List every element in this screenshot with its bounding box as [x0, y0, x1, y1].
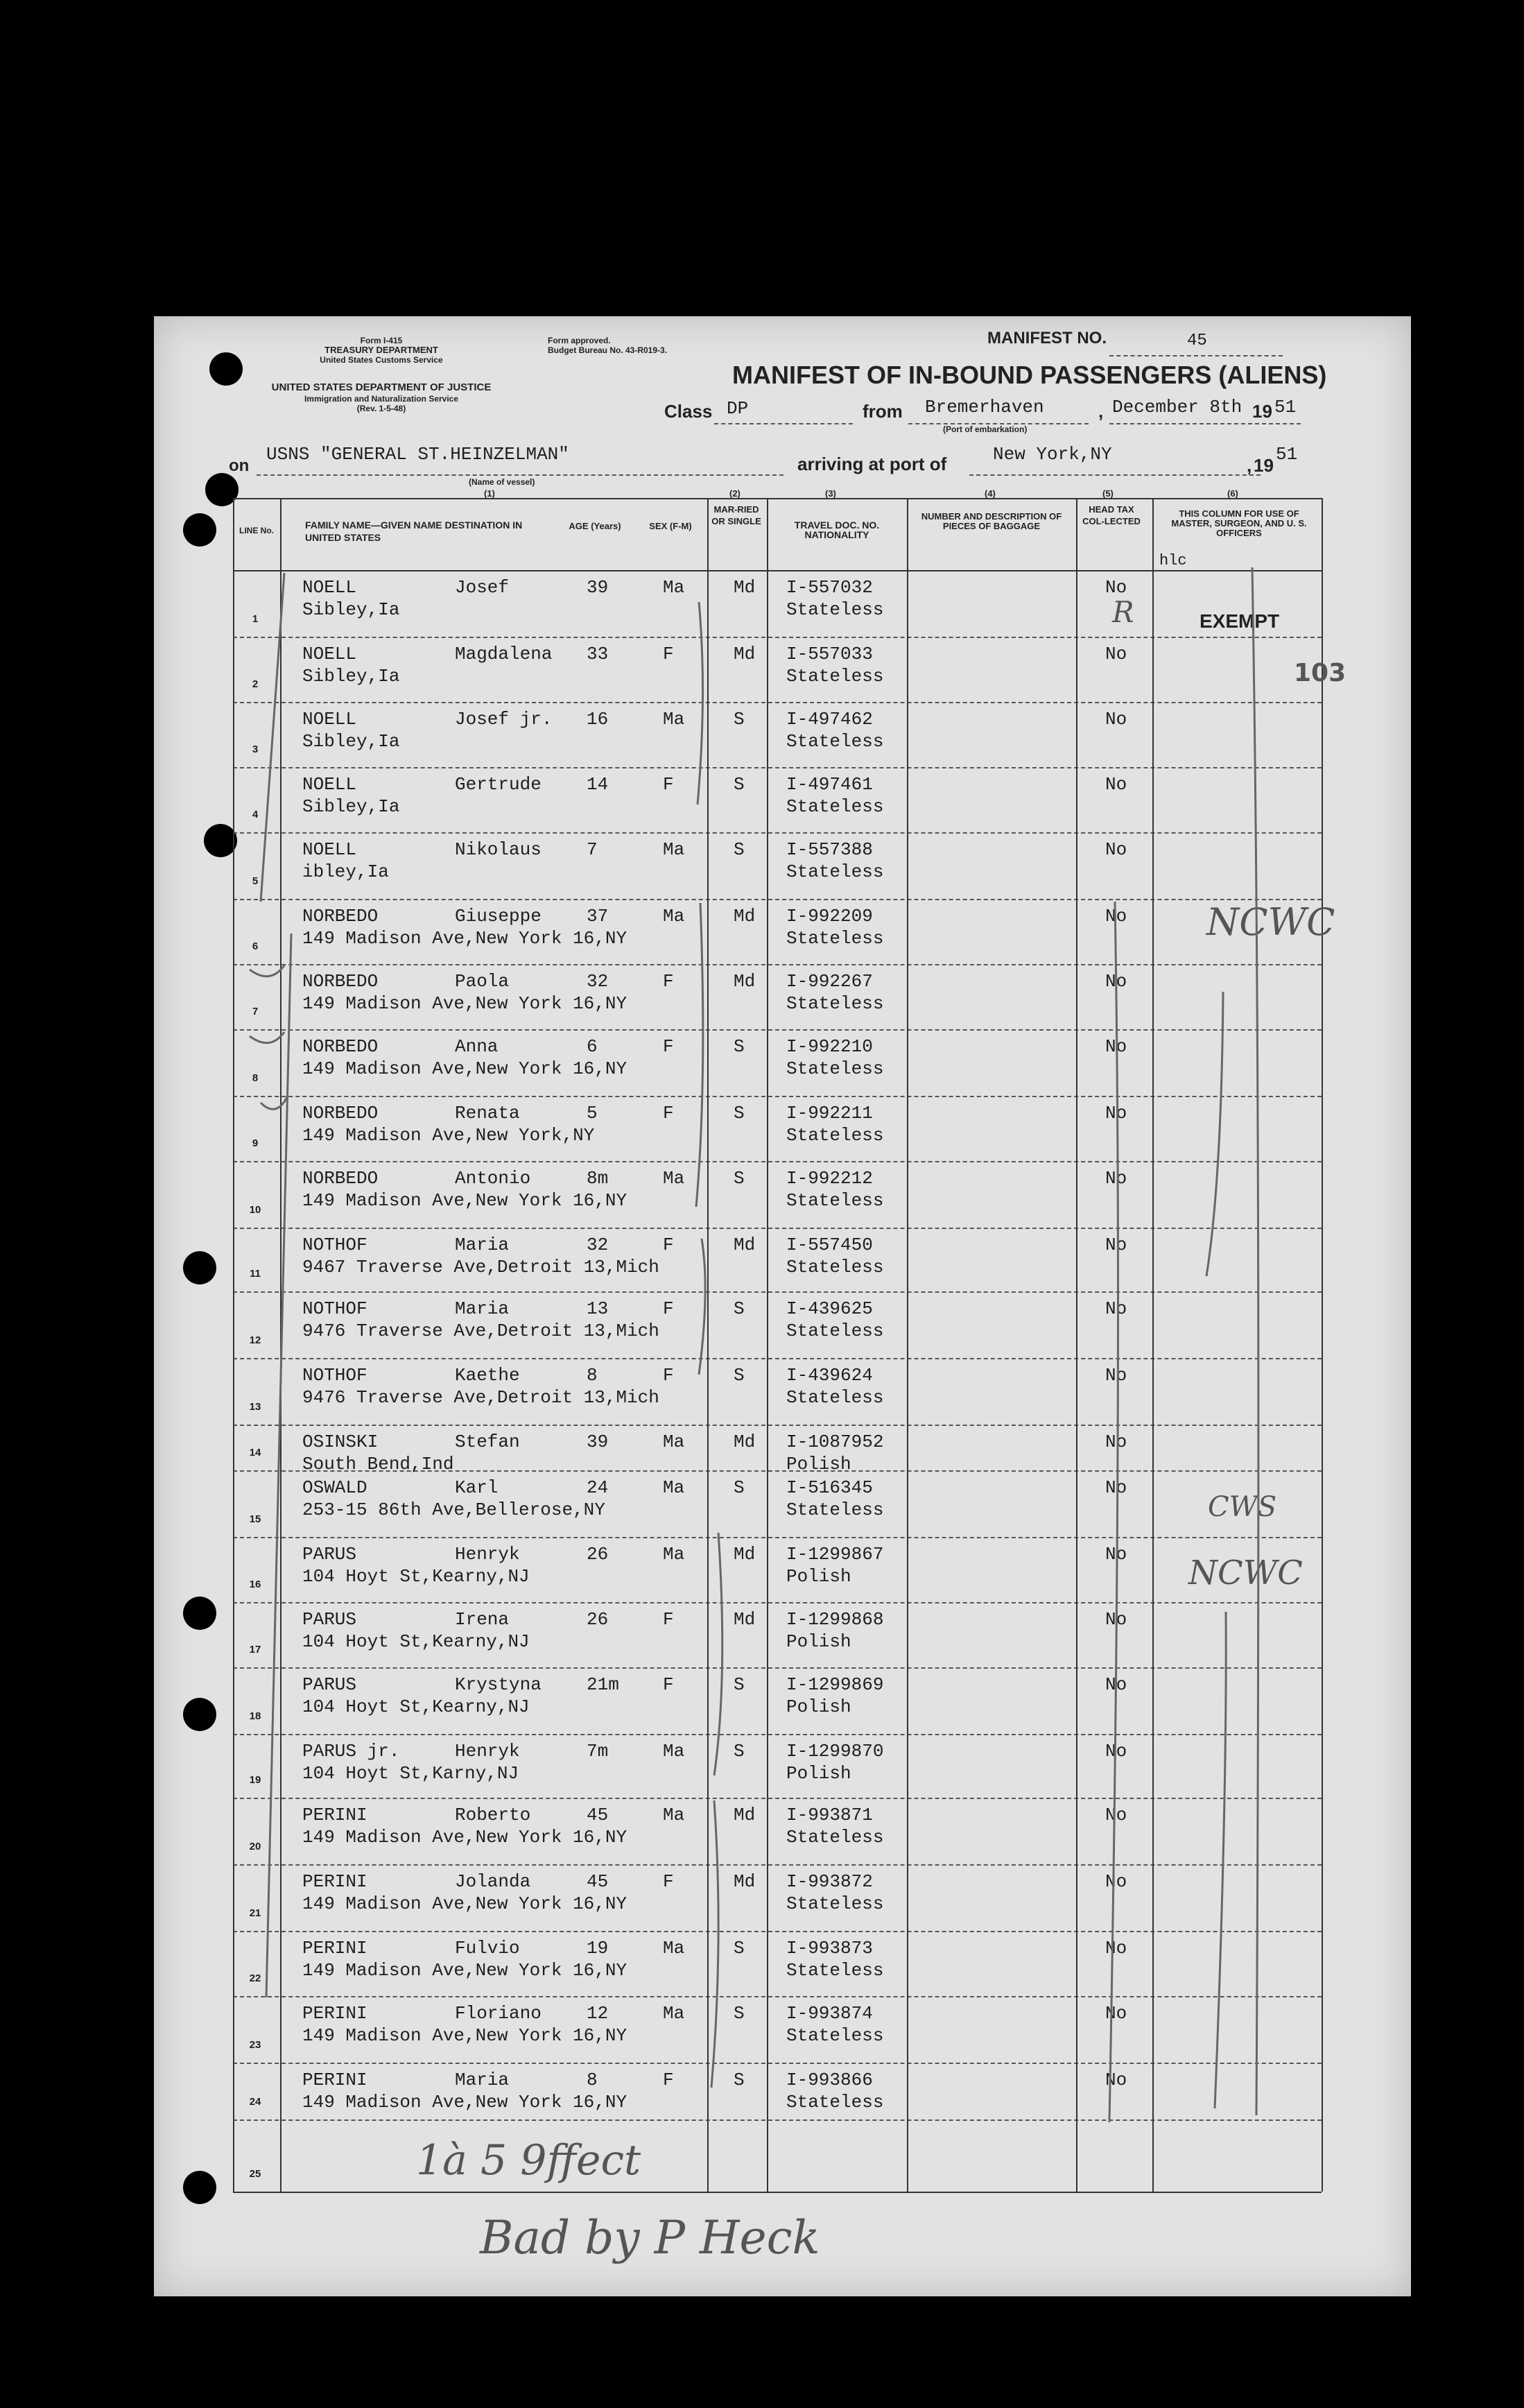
row-line-number: 1	[252, 613, 259, 625]
arriving-comma: ,	[1247, 455, 1252, 476]
row-head-tax: No	[1105, 839, 1127, 860]
row-given-name: Gertrude	[455, 774, 542, 795]
dept-treasury-sub: United States Customs Service	[320, 355, 443, 365]
row-nationality: Stateless	[786, 599, 884, 620]
row-surname: PARUS	[302, 1609, 357, 1630]
row-nationality: Stateless	[786, 1827, 884, 1848]
col-header-married: MAR-RIED OR SINGLE	[711, 504, 761, 526]
row-sex: Ma	[663, 1168, 685, 1189]
row-travel-doc: I-497462	[786, 709, 873, 730]
row-destination: Sibley,Ia	[302, 796, 400, 817]
row-marital-status: S	[734, 1674, 745, 1695]
row-surname: PERINI	[302, 2070, 367, 2090]
row-surname: NORBEDO	[302, 971, 379, 992]
row-nationality: Polish	[786, 1566, 851, 1587]
row-surname: NORBEDO	[302, 1168, 379, 1189]
row-head-tax: No	[1105, 2070, 1127, 2090]
row-line-number: 23	[249, 2039, 261, 2051]
vessel-name: USNS "GENERAL ST.HEINZELMAN"	[266, 444, 569, 465]
row-line-number: 5	[252, 875, 259, 887]
row-marital-status: S	[734, 1168, 745, 1189]
row-given-name: Anna	[455, 1036, 499, 1057]
row-sex: Ma	[663, 1805, 685, 1825]
row-line-number: 25	[249, 2168, 261, 2180]
row-given-name: Roberto	[455, 1805, 531, 1825]
row-head-tax: No	[1105, 1871, 1127, 1892]
manifest-no-value: 45	[1187, 332, 1207, 350]
row-head-tax: No	[1105, 1235, 1127, 1255]
row-given-name: Giuseppe	[455, 906, 542, 927]
row-destination: 149 Madison Ave,New York 16,NY	[302, 1960, 627, 1981]
row-destination: 104 Hoyt St,Karny,NJ	[302, 1763, 519, 1784]
row-given-name: Maria	[455, 2070, 510, 2090]
row-age: 14	[587, 774, 609, 795]
row-destination: Sibley,Ia	[302, 599, 400, 620]
col-header-baggage: NUMBER AND DESCRIPTION OF PIECES OF BAGGAGE	[921, 511, 1062, 531]
row-sex: Ma	[663, 577, 685, 598]
cws-note: CWS	[1208, 1491, 1277, 1523]
row-age: 32	[587, 971, 609, 992]
row-travel-doc: I-992212	[786, 1168, 873, 1189]
row-given-name: Floriano	[455, 2003, 542, 2024]
row-line-number: 15	[249, 1513, 261, 1525]
row-age: 8	[587, 1365, 598, 1386]
row-surname: PERINI	[302, 2003, 367, 2024]
row-sex: Ma	[663, 1431, 685, 1452]
row-nationality: Polish	[786, 1454, 851, 1474]
row-sex: Ma	[663, 1741, 685, 1762]
row-marital-status: S	[734, 1103, 745, 1124]
class-label: Class	[664, 401, 713, 422]
row-surname: PERINI	[302, 1871, 367, 1892]
row-age: 32	[587, 1235, 609, 1255]
row-travel-doc: I-557388	[786, 839, 873, 860]
row-head-tax: No	[1105, 971, 1127, 992]
exempt-stamp: EXEMPT	[1200, 610, 1280, 632]
row-travel-doc: I-439624	[786, 1365, 873, 1386]
row-nationality: Stateless	[786, 796, 884, 817]
row-given-name: Karl	[455, 1477, 499, 1498]
row-age: 37	[587, 906, 609, 927]
row-marital-status: Md	[734, 1235, 756, 1255]
row-age: 5	[587, 1103, 598, 1124]
row-given-name: Josef	[455, 577, 510, 598]
row-nationality: Stateless	[786, 1190, 884, 1211]
row-age: 16	[587, 709, 609, 730]
row-age: 26	[587, 1544, 609, 1565]
row-surname: NOELL	[302, 774, 357, 795]
dept-justice-sub: Immigration and Naturalization Service	[304, 394, 459, 404]
row-sex: Ma	[663, 839, 685, 860]
row-travel-doc: I-993871	[786, 1805, 873, 1825]
col-header-tax: HEAD TAX COL-LECTED	[1082, 504, 1141, 526]
row-given-name: Krystyna	[455, 1674, 542, 1695]
row-destination: 149 Madison Ave,New York 16,NY	[302, 1893, 627, 1914]
row-travel-doc: I-1299870	[786, 1741, 884, 1762]
form-number: Form I-415	[360, 336, 403, 345]
ncwc-note-1: NCWC	[1206, 900, 1335, 944]
row-age: 21m	[587, 1674, 619, 1695]
row-nationality: Polish	[786, 1763, 851, 1784]
row-marital-status: S	[734, 1036, 745, 1057]
row-destination: 149 Madison Ave,New York 16,NY	[302, 993, 627, 1014]
row-age: 7	[587, 839, 598, 860]
row-travel-doc: I-1087952	[786, 1431, 884, 1452]
col-header-sex: SEX (F-M)	[649, 521, 692, 531]
row-head-tax: No	[1105, 1103, 1127, 1124]
row-marital-status: Md	[734, 1871, 756, 1892]
row-destination: 149 Madison Ave,New York 16,NY	[302, 928, 627, 949]
row-given-name: Stefan	[455, 1431, 520, 1452]
port-embark-label: (Port of embarkation)	[943, 424, 1028, 434]
on-label: on	[229, 456, 250, 475]
row-head-tax: No	[1105, 1431, 1127, 1452]
row-sex: F	[663, 774, 674, 795]
row-head-tax: No	[1105, 644, 1127, 664]
row-sex: F	[663, 1871, 674, 1892]
row-travel-doc: I-993873	[786, 1938, 873, 1959]
row-destination: 149 Madison Ave,New York 16,NY	[302, 1190, 627, 1211]
vessel-col-no: (1)	[484, 488, 495, 499]
row-given-name: Nikolaus	[455, 839, 542, 860]
row-travel-doc: I-1299869	[786, 1674, 884, 1695]
row-line-number: 14	[249, 1447, 261, 1459]
ncwc-note-2: NCWC	[1188, 1554, 1303, 1592]
row-line-number: 11	[250, 1268, 261, 1280]
row-destination: 149 Madison Ave,New York 16,NY	[302, 2092, 627, 2113]
arriving-value: New York,NY	[993, 444, 1112, 465]
row-travel-doc: I-992267	[786, 971, 873, 992]
date-year-prefix: 19	[1252, 401, 1272, 422]
signature: Bad by P Heck	[480, 2211, 820, 2264]
row-head-tax: No	[1105, 1674, 1127, 1695]
row-age: 19	[587, 1938, 609, 1959]
row-sex: F	[663, 1674, 674, 1695]
row-destination: Sibley,Ia	[302, 666, 400, 687]
row-marital-status: S	[734, 2003, 745, 2024]
row-nationality: Stateless	[786, 2092, 884, 2113]
row-surname: PERINI	[302, 1805, 367, 1825]
row-head-tax: No	[1105, 774, 1127, 795]
row-line-number: 16	[249, 1579, 261, 1590]
row-age: 12	[587, 2003, 609, 2024]
page-title: MANIFEST OF IN-BOUND PASSENGERS (ALIENS)	[732, 361, 1327, 389]
row-line-number: 18	[249, 1710, 261, 1722]
vessel-sub: (Name of vessel)	[469, 477, 535, 487]
row-nationality: Stateless	[786, 1387, 884, 1408]
stamp-number: 103	[1294, 659, 1347, 687]
row-line-number: 10	[249, 1204, 261, 1216]
row-head-tax: No	[1105, 577, 1127, 598]
from-label: from	[863, 401, 903, 422]
row-age: 8m	[587, 1168, 609, 1189]
row-age: 8	[587, 2070, 598, 2090]
col-header-officers: THIS COLUMN FOR USE OF MASTER, SURGEON, AND U. S. OFFICERS	[1171, 508, 1307, 538]
officers-note: hlc	[1159, 552, 1187, 569]
row-travel-doc: I-557032	[786, 577, 873, 598]
date-year-suffix: 51	[1274, 397, 1297, 418]
row-surname: NOTHOF	[302, 1235, 367, 1255]
row-destination: 104 Hoyt St,Kearny,NJ	[302, 1631, 530, 1652]
row-nationality: Stateless	[786, 861, 884, 882]
row-head-tax: No	[1105, 1741, 1127, 1762]
row-given-name: Renata	[455, 1103, 520, 1124]
row-marital-status: S	[734, 709, 745, 730]
row-travel-doc: I-992210	[786, 1036, 873, 1057]
row-surname: NOTHOF	[302, 1365, 367, 1386]
r-mark: R	[1112, 595, 1134, 629]
row-sex: Ma	[663, 906, 685, 927]
row-nationality: Stateless	[786, 1960, 884, 1981]
row-age: 26	[587, 1609, 609, 1630]
dept-justice: UNITED STATES DEPARTMENT OF JUSTICE	[271, 381, 492, 393]
row-line-number: 22	[249, 1972, 261, 1984]
row-age: 6	[587, 1036, 598, 1057]
row-sex: F	[663, 1103, 674, 1124]
row-sex: F	[663, 2070, 674, 2090]
row-sex: F	[663, 1235, 674, 1255]
row-head-tax: No	[1105, 1036, 1127, 1057]
row-destination: 149 Madison Ave,New York 16,NY	[302, 2025, 627, 2046]
row-sex: Ma	[663, 1938, 685, 1959]
row-travel-doc: I-992209	[786, 906, 873, 927]
row-given-name: Henryk	[455, 1544, 520, 1565]
row-sex: F	[663, 1298, 674, 1319]
arriving-year-suffix: 51	[1276, 444, 1298, 465]
row-surname: NORBEDO	[302, 906, 379, 927]
row-destination: 149 Madison Ave,New York,NY	[302, 1125, 595, 1146]
row-travel-doc: I-993874	[786, 2003, 873, 2024]
budget-bureau: Budget Bureau No. 43-R019-3.	[548, 345, 668, 355]
row-marital-status: Md	[734, 971, 756, 992]
row-destination: 9476 Traverse Ave,Detroit 13,Mich	[302, 1321, 659, 1341]
row-nationality: Polish	[786, 1631, 851, 1652]
row-age: 24	[587, 1477, 609, 1498]
row-travel-doc: I-1299867	[786, 1544, 884, 1565]
row-head-tax: No	[1105, 1477, 1127, 1498]
row-destination: 149 Madison Ave,New York 16,NY	[302, 1827, 627, 1848]
row-given-name: Henryk	[455, 1741, 520, 1762]
row-sex: Ma	[663, 1544, 685, 1565]
row-surname: PARUS jr.	[302, 1741, 400, 1762]
row-head-tax: No	[1105, 709, 1127, 730]
row-head-tax: No	[1105, 1365, 1127, 1386]
arriving-year-prefix: 19	[1254, 455, 1274, 476]
row-line-number: 6	[252, 940, 259, 952]
row-line-number: 24	[249, 2096, 261, 2108]
row-travel-doc: I-993872	[786, 1871, 873, 1892]
row-given-name: Maria	[455, 1298, 510, 1319]
row-nationality: Stateless	[786, 1257, 884, 1278]
row-nationality: Stateless	[786, 1125, 884, 1146]
row-line-number: 12	[249, 1334, 261, 1346]
row-surname: NOELL	[302, 839, 357, 860]
form-revision: (Rev. 1-5-48)	[356, 404, 406, 413]
row-line-number: 3	[252, 743, 259, 755]
row-destination: 9476 Traverse Ave,Detroit 13,Mich	[302, 1387, 659, 1408]
row-head-tax: No	[1105, 1544, 1127, 1565]
row-marital-status: S	[734, 1477, 745, 1498]
date-comma: ,	[1098, 401, 1104, 422]
row-travel-doc: I-497461	[786, 774, 873, 795]
row-given-name: Kaethe	[455, 1365, 520, 1386]
row-line-number: 7	[252, 1006, 259, 1017]
row-given-name: Maria	[455, 1235, 510, 1255]
row-line-number: 19	[249, 1774, 261, 1786]
row-age: 45	[587, 1871, 609, 1892]
dept-treasury: TREASURY DEPARTMENT	[324, 345, 438, 355]
row-surname: PARUS	[302, 1544, 357, 1565]
row-surname: NOELL	[302, 577, 357, 598]
row-surname: NOELL	[302, 644, 357, 664]
row-marital-status: Md	[734, 1544, 756, 1565]
row-sex: F	[663, 1365, 674, 1386]
col-no-baggage: (4)	[985, 488, 996, 499]
row-line-number: 17	[249, 1644, 261, 1656]
class-value: DP	[727, 398, 749, 419]
row-sex: F	[663, 1036, 674, 1057]
row-marital-status: S	[734, 774, 745, 795]
row-marital-status: Md	[734, 906, 756, 927]
row-age: 13	[587, 1298, 609, 1319]
total-note: 1à 5 9ffect	[416, 2136, 641, 2185]
col-no-married: (2)	[729, 488, 741, 499]
row-destination: Sibley,Ia	[302, 731, 400, 752]
row-nationality: Stateless	[786, 731, 884, 752]
row-nationality: Polish	[786, 1696, 851, 1717]
row-sex: F	[663, 644, 674, 664]
row-head-tax: No	[1105, 906, 1127, 927]
row-sex: Ma	[663, 1477, 685, 1498]
row-surname: OSINSKI	[302, 1431, 379, 1452]
row-line-number: 9	[252, 1137, 259, 1149]
row-nationality: Stateless	[786, 666, 884, 687]
row-line-number: 21	[249, 1907, 261, 1919]
row-surname: NOELL	[302, 709, 357, 730]
row-age: 33	[587, 644, 609, 664]
row-destination: 9467 Traverse Ave,Detroit 13,Mich	[302, 1257, 659, 1278]
row-age: 45	[587, 1805, 609, 1825]
col-header-name: FAMILY NAME—GIVEN NAME DESTINATION IN UNITED STATES	[305, 519, 523, 543]
row-sex: F	[663, 971, 674, 992]
row-given-name: Irena	[455, 1609, 510, 1630]
row-nationality: Stateless	[786, 1499, 884, 1520]
row-given-name: Paola	[455, 971, 510, 992]
col-no-tax: (5)	[1102, 488, 1114, 499]
row-travel-doc: I-557450	[786, 1235, 873, 1255]
row-nationality: Stateless	[786, 1058, 884, 1079]
row-nationality: Stateless	[786, 2025, 884, 2046]
row-head-tax: No	[1105, 1938, 1127, 1959]
row-surname: OSWALD	[302, 1477, 367, 1498]
row-marital-status: S	[734, 839, 745, 860]
row-age: 39	[587, 577, 609, 598]
row-destination: 253-15 86th Ave,Bellerose,NY	[302, 1499, 605, 1520]
from-value: Bremerhaven	[925, 397, 1044, 418]
row-travel-doc: I-439625	[786, 1298, 873, 1319]
row-marital-status: S	[734, 1365, 745, 1386]
row-surname: PERINI	[302, 1938, 367, 1959]
row-head-tax: No	[1105, 1609, 1127, 1630]
row-age: 39	[587, 1431, 609, 1452]
row-nationality: Stateless	[786, 1321, 884, 1341]
manifest-no-label: MANIFEST NO.	[987, 329, 1107, 347]
row-line-number: 2	[252, 678, 259, 690]
row-surname: NOTHOF	[302, 1298, 367, 1319]
row-surname: NORBEDO	[302, 1036, 379, 1057]
row-destination: South Bend,Ind	[302, 1454, 454, 1474]
row-line-number: 20	[249, 1841, 261, 1852]
row-marital-status: S	[734, 1938, 745, 1959]
row-surname: PARUS	[302, 1674, 357, 1695]
row-marital-status: S	[734, 1298, 745, 1319]
row-age: 7m	[587, 1741, 609, 1762]
row-marital-status: Md	[734, 1431, 756, 1452]
col-header-travel: TRAVEL DOC. NO. NATIONALITY	[794, 519, 880, 540]
row-destination: 104 Hoyt St,Kearny,NJ	[302, 1696, 530, 1717]
row-head-tax: No	[1105, 1805, 1127, 1825]
row-travel-doc: I-516345	[786, 1477, 873, 1498]
row-head-tax: No	[1105, 2003, 1127, 2024]
row-destination: ibley,Ia	[302, 861, 389, 882]
row-marital-status: Md	[734, 577, 756, 598]
row-given-name: Antonio	[455, 1168, 531, 1189]
row-nationality: Stateless	[786, 993, 884, 1014]
row-sex: Ma	[663, 2003, 685, 2024]
row-marital-status: Md	[734, 1609, 756, 1630]
row-line-number: 4	[252, 809, 259, 820]
row-travel-doc: I-1299868	[786, 1609, 884, 1630]
row-sex: F	[663, 1609, 674, 1630]
col-header-line: LINE No.	[239, 526, 274, 535]
arriving-label: arriving at port of	[797, 454, 947, 474]
row-line-number: 13	[249, 1401, 261, 1413]
form-approved: Form approved.	[548, 336, 611, 345]
row-given-name: Josef jr.	[455, 709, 553, 730]
row-travel-doc: I-993866	[786, 2070, 873, 2090]
col-header-age: AGE (Years)	[569, 521, 621, 531]
col-no-travel: (3)	[825, 488, 836, 499]
row-surname: NORBEDO	[302, 1103, 379, 1124]
row-marital-status: S	[734, 2070, 745, 2090]
row-sex: Ma	[663, 709, 685, 730]
row-given-name: Magdalena	[455, 644, 553, 664]
row-travel-doc: I-992211	[786, 1103, 873, 1124]
row-destination: 104 Hoyt St,Kearny,NJ	[302, 1566, 530, 1587]
row-marital-status: S	[734, 1741, 745, 1762]
row-destination: 149 Madison Ave,New York 16,NY	[302, 1058, 627, 1079]
row-nationality: Stateless	[786, 1893, 884, 1914]
row-travel-doc: I-557033	[786, 644, 873, 664]
row-head-tax: No	[1105, 1168, 1127, 1189]
col-no-officers: (6)	[1227, 488, 1238, 499]
row-given-name: Jolanda	[455, 1871, 531, 1892]
row-given-name: Fulvio	[455, 1938, 520, 1959]
row-marital-status: Md	[734, 1805, 756, 1825]
row-nationality: Stateless	[786, 928, 884, 949]
row-head-tax: No	[1105, 1298, 1127, 1319]
date-value: December 8th	[1112, 397, 1242, 418]
row-marital-status: Md	[734, 644, 756, 664]
row-line-number: 8	[252, 1072, 259, 1084]
